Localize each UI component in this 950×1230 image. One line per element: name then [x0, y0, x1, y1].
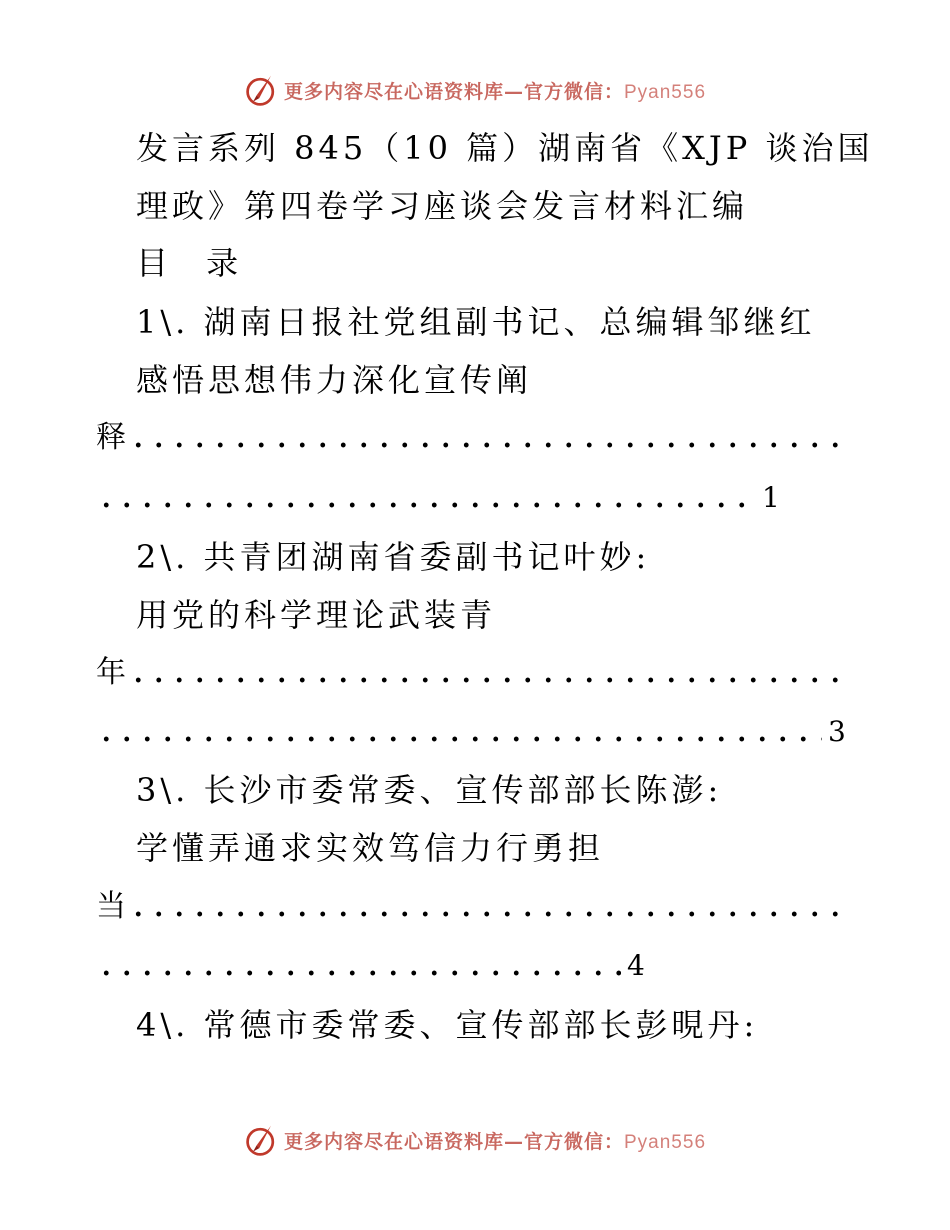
toc-entry-1-subtitle: 感悟思想伟力深化宣传阐	[136, 361, 533, 399]
banner-text-cn: 更多内容尽在心语资料库—官方微信：	[283, 80, 624, 103]
toc-entry-2-subtitle: 用党的科学理论武装青	[136, 596, 497, 634]
doc-title-line-1: 发言系列 845（10 篇）湖南省《XJP 谈治国	[136, 129, 874, 167]
header-banner	[0, 70, 950, 110]
toc-entry-1-page: 1	[762, 481, 780, 514]
toc-entry-3-lead-word: 当	[96, 889, 126, 924]
toc-entry-2-title: 2\. 共青团湖南省委副书记叶妙:	[136, 538, 651, 576]
dot-leader	[128, 911, 840, 917]
dot-leader	[96, 736, 822, 742]
toc-heading: 目 录	[136, 244, 253, 282]
footer-banner	[0, 1120, 950, 1160]
toc-entry-1-lead-word: 释	[96, 420, 126, 455]
banner-text	[284, 1127, 706, 1154]
dot-leader	[96, 970, 621, 976]
toc-entry-1-leader	[96, 418, 840, 458]
toc-entry-3-page-row	[96, 946, 645, 986]
dot-leader	[128, 677, 840, 683]
doc-title-line-2: 理政》第四卷学习座谈会发言材料汇编	[136, 187, 749, 225]
toc-entry-2-page: 3	[828, 715, 846, 748]
toc-entry-1-page-row	[96, 478, 780, 518]
toc-entry-3-leader	[96, 887, 840, 927]
quill-logo-icon	[244, 1122, 280, 1158]
banner-text	[284, 77, 706, 104]
toc-entry-2-leader	[96, 653, 840, 693]
banner-wechat-id: Pyan556	[624, 1131, 707, 1153]
quill-logo-icon	[244, 72, 280, 108]
toc-entry-2-page-row	[96, 712, 846, 752]
banner-text-cn: 更多内容尽在心语资料库—官方微信：	[283, 1130, 624, 1153]
dot-leader	[128, 442, 840, 448]
toc-entry-3-page: 4	[627, 949, 645, 982]
toc-entry-4-title: 4\. 常德市委常委、宣传部部长彭晛丹:	[136, 1006, 759, 1044]
banner-wechat-id: Pyan556	[624, 81, 707, 103]
toc-entry-3-subtitle: 学懂弄通求实效笃信力行勇担	[136, 829, 605, 867]
toc-entry-3-title: 3\. 长沙市委常委、宣传部部长陈澎:	[136, 771, 723, 809]
dot-leader	[96, 502, 756, 508]
toc-entry-2-lead-word: 年	[96, 655, 126, 690]
toc-entry-1-title: 1\. 湖南日报社党组副书记、总编辑邹继红	[136, 303, 816, 341]
